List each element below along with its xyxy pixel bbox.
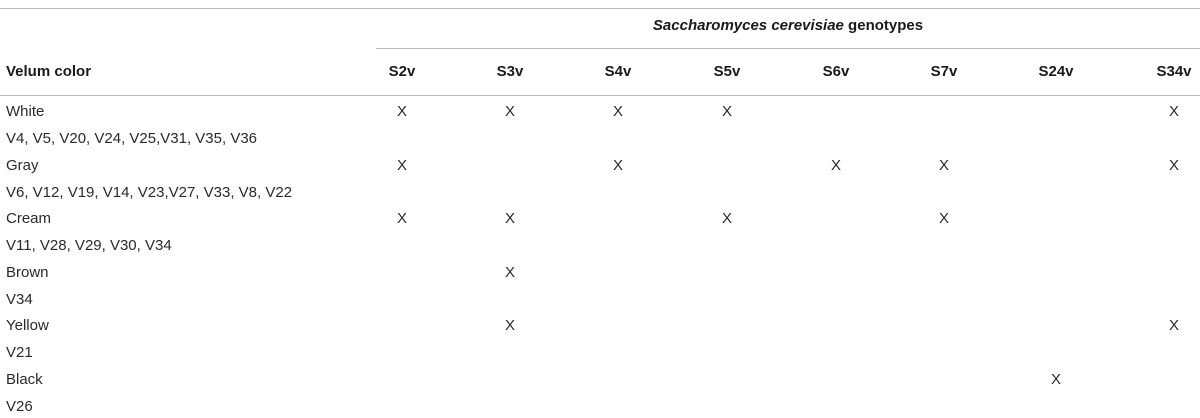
presence-mark: X [1050, 370, 1061, 388]
presence-mark: X [396, 210, 407, 227]
velum-color-label: Gray [6, 156, 39, 174]
species-name: Saccharomyces cerevisiae [652, 17, 844, 34]
velum-color-label: Black [6, 370, 43, 388]
presence-mark: X [504, 317, 515, 334]
presence-mark: X [721, 103, 732, 120]
strain-list: V4, V5, V20, V24, V25,V31, V35, V36 [6, 130, 258, 147]
velum-color-label: White [6, 103, 45, 120]
group-header-rule [376, 48, 1200, 49]
velum-color-label: Brown [6, 263, 49, 281]
presence-mark: X [612, 103, 623, 120]
group-header-suffix: genotypes [843, 17, 924, 34]
presence-mark: X [504, 263, 515, 281]
column-header-s5v: S5v [713, 63, 741, 80]
presence-mark: X [1168, 317, 1179, 334]
strain-list: V26 [6, 397, 33, 415]
strain-list: V6, V12, V19, V14, V23,V27, V33, V8, V22 [6, 183, 293, 201]
column-header-s2v: S2v [388, 63, 416, 80]
table-top-rule [0, 8, 1200, 9]
presence-mark: X [721, 210, 732, 227]
group-header [376, 17, 1200, 34]
presence-mark: X [938, 210, 949, 227]
strain-list: V11, V28, V29, V30, V34 [6, 237, 172, 254]
row-header-label: Velum color [6, 63, 92, 80]
presence-mark: X [938, 156, 949, 174]
column-header-s3v: S3v [496, 63, 524, 80]
velum-color-label: Yellow [6, 317, 49, 334]
presence-mark: X [396, 156, 407, 174]
presence-mark: X [830, 156, 841, 174]
presence-mark: X [1168, 156, 1179, 174]
presence-mark: X [612, 156, 623, 174]
header-bottom-rule [0, 95, 1200, 96]
presence-mark: X [504, 210, 515, 227]
presence-mark: X [504, 103, 515, 120]
column-header-s34v: S34v [1156, 63, 1192, 80]
column-header-s7v: S7v [930, 63, 958, 80]
velum-color-label: Cream [6, 210, 52, 227]
strain-list: V34 [6, 290, 33, 308]
strain-list: V21 [6, 344, 33, 361]
column-header-s24v: S24v [1038, 63, 1074, 80]
column-header-s6v: S6v [822, 63, 850, 80]
presence-mark: X [1168, 103, 1179, 120]
presence-mark: X [396, 103, 407, 120]
column-header-s4v: S4v [604, 63, 632, 80]
